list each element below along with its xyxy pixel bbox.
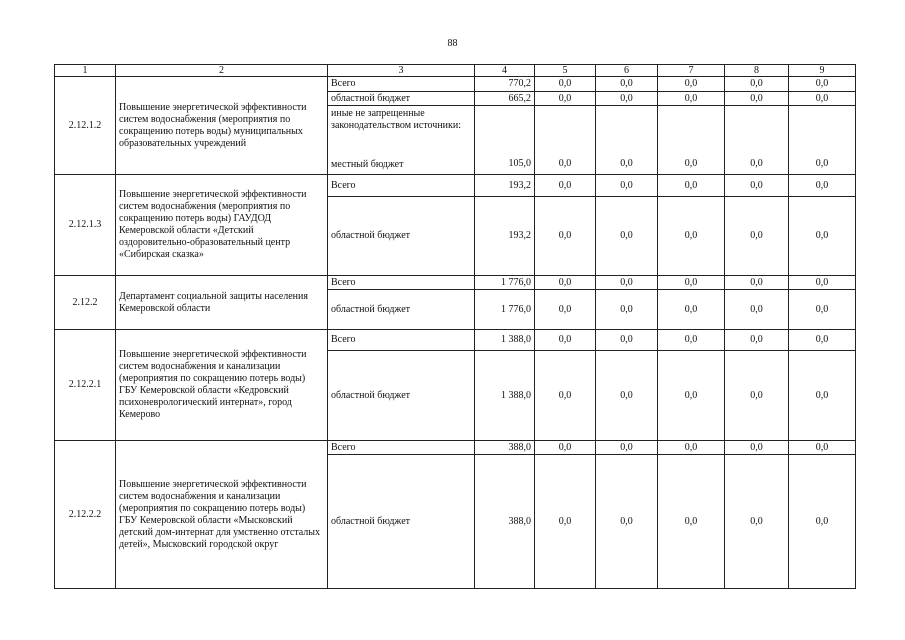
- col-header-5: 5: [535, 65, 596, 77]
- value-cell: 0,0: [725, 175, 789, 197]
- col-header-3: 3: [328, 65, 475, 77]
- table-row: [55, 175, 856, 197]
- row-code: 2.12.2.2: [55, 441, 116, 589]
- value-cell: 0,0: [658, 197, 725, 276]
- source-label: областной бюджет: [328, 351, 475, 441]
- value-cell: 193,2: [475, 175, 535, 197]
- source-cell: [328, 106, 475, 175]
- value-cell: 0,0: [789, 351, 856, 441]
- value-cell: 0,0: [789, 197, 856, 276]
- value-cell: 0,0: [596, 276, 658, 290]
- value-cell: 0,0: [596, 290, 658, 330]
- value-cell: 0,0: [658, 77, 725, 92]
- value-cell: 0,0: [596, 175, 658, 197]
- value-cell: 0,0: [658, 106, 725, 175]
- value-cell: 0,0: [535, 276, 596, 290]
- header-row: [55, 65, 856, 77]
- source-label: местный бюджет: [331, 159, 404, 170]
- source-label: Всего: [328, 330, 475, 351]
- value-cell: 0,0: [658, 276, 725, 290]
- value-cell: 0,0: [725, 77, 789, 92]
- value-cell: 1 388,0: [475, 330, 535, 351]
- value-cell: 0,0: [725, 330, 789, 351]
- value-cell: 0,0: [725, 351, 789, 441]
- value-cell: 0,0: [658, 441, 725, 455]
- source-label: областной бюджет: [328, 197, 475, 276]
- value-cell: 0,0: [535, 77, 596, 92]
- row-code: 2.12.2.1: [55, 330, 116, 441]
- value-cell: 0,0: [658, 175, 725, 197]
- value-cell: 1 388,0: [475, 351, 535, 441]
- value-cell: 0,0: [789, 92, 856, 106]
- value-cell: 0,0: [535, 455, 596, 589]
- value-cell: 1 776,0: [475, 290, 535, 330]
- page-number: 88: [447, 38, 458, 49]
- value-cell: 0,0: [725, 455, 789, 589]
- row-name: Повышение энергетической эффективности систем водоснабжения (мероприятия по сокращению потерь воды) муниципальных образовательных учреждений: [116, 77, 328, 175]
- value-cell: 0,0: [596, 106, 658, 175]
- value-cell: 0,0: [789, 290, 856, 330]
- value-cell: 105,0: [475, 106, 535, 175]
- value-cell: 0,0: [789, 175, 856, 197]
- value-cell: 0,0: [725, 106, 789, 175]
- table-row: [55, 330, 856, 351]
- value-cell: 0,0: [535, 106, 596, 175]
- source-label: Всего: [328, 175, 475, 197]
- row-name: Повышение энергетической эффективности систем водоснабжения (мероприятия по сокращению потерь воды) ГАУДОД Кемеровской области «Детский оздоровительно-образовательный центр «Сибирская сказка»: [116, 175, 328, 276]
- col-header-4: 4: [475, 65, 535, 77]
- row-name: Повышение энергетической эффективности систем водоснабжения и канализации (мероприятия по сокращению потерь воды) ГБУ Кемеровской области «Мысковский детский дом-интернат для умственно отсталых детей», Мысковский городской округ: [116, 441, 328, 589]
- value-cell: 0,0: [535, 330, 596, 351]
- col-header-2: 2: [116, 65, 328, 77]
- source-label: Всего: [328, 77, 475, 92]
- budget-table: [54, 64, 856, 589]
- value-cell: 0,0: [658, 351, 725, 441]
- value-cell: 0,0: [535, 197, 596, 276]
- table-row: [55, 441, 856, 455]
- value-cell: 0,0: [596, 330, 658, 351]
- value-cell: 0,0: [596, 441, 658, 455]
- value-cell: 0,0: [789, 441, 856, 455]
- col-header-8: 8: [725, 65, 789, 77]
- value-cell: 0,0: [725, 92, 789, 106]
- value-cell: 0,0: [535, 92, 596, 106]
- source-label: областной бюджет: [328, 290, 475, 330]
- value-cell: 0,0: [596, 351, 658, 441]
- table-row: [55, 77, 856, 92]
- value-cell: 0,0: [725, 290, 789, 330]
- value-cell: 0,0: [725, 276, 789, 290]
- value-cell: 0,0: [596, 197, 658, 276]
- value-cell: 0,0: [596, 92, 658, 106]
- source-label: Всего: [328, 441, 475, 455]
- col-header-9: 9: [789, 65, 856, 77]
- table-row: [55, 276, 856, 290]
- value-cell: 0,0: [725, 197, 789, 276]
- value-cell: 0,0: [789, 455, 856, 589]
- value-cell: 0,0: [535, 175, 596, 197]
- value-cell: 0,0: [789, 77, 856, 92]
- value-cell: 1 776,0: [475, 276, 535, 290]
- value-cell: 0,0: [658, 290, 725, 330]
- value-cell: 0,0: [596, 455, 658, 589]
- source-label: Всего: [328, 276, 475, 290]
- row-code: 2.12.2: [55, 276, 116, 330]
- value-cell: 0,0: [658, 92, 725, 106]
- value-cell: 0,0: [789, 106, 856, 175]
- value-cell: 0,0: [596, 77, 658, 92]
- value-cell: 388,0: [475, 455, 535, 589]
- row-name: Департамент социальной защиты населения Кемеровской области: [116, 276, 328, 330]
- row-code: 2.12.1.2: [55, 77, 116, 175]
- value-cell: 0,0: [725, 441, 789, 455]
- source-label: областной бюджет: [328, 92, 475, 106]
- value-cell: 0,0: [789, 276, 856, 290]
- row-code: 2.12.1.3: [55, 175, 116, 276]
- col-header-1: 1: [55, 65, 116, 77]
- value-cell: 193,2: [475, 197, 535, 276]
- value-cell: 0,0: [535, 351, 596, 441]
- value-cell: 0,0: [789, 330, 856, 351]
- value-cell: 665,2: [475, 92, 535, 106]
- col-header-7: 7: [658, 65, 725, 77]
- value-cell: 0,0: [535, 290, 596, 330]
- source-note: иные не запрещенные законодательством источники:: [331, 108, 462, 131]
- value-cell: 770,2: [475, 77, 535, 92]
- col-header-6: 6: [596, 65, 658, 77]
- value-cell: 0,0: [658, 330, 725, 351]
- value-cell: 388,0: [475, 441, 535, 455]
- row-name: Повышение энергетической эффективности систем водоснабжения и канализации (мероприятия по сокращению потерь воды) ГБУ Кемеровской области «Кедровский психоневрологический интернат», город Кемерово: [116, 330, 328, 441]
- value-cell: 0,0: [658, 455, 725, 589]
- source-label: областной бюджет: [328, 455, 475, 589]
- value-cell: 0,0: [535, 441, 596, 455]
